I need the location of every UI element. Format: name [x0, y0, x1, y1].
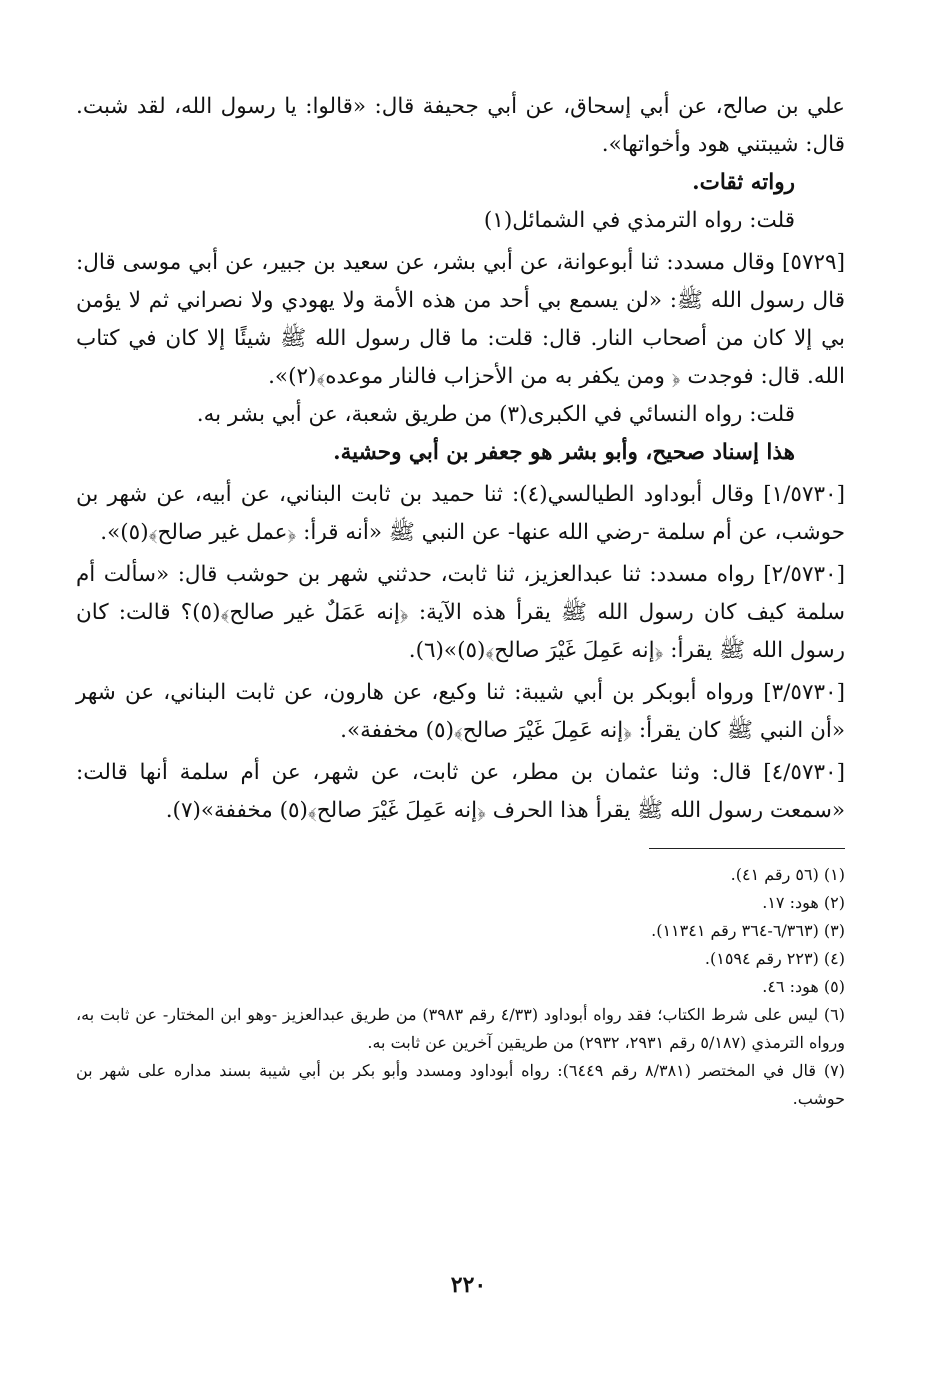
footnote-2: (٢) هود: ١٧. — [762, 893, 845, 912]
footnotes — [76, 861, 845, 1113]
hadith-5729: [٥٧٢٩] وقال مسدد: ثنا أبوعوانة، عن أبي بشر، عن سعيد بن جبير، عن أبي موسى قال: قال رسول الله ﷺ: «لن يسمع بي أحد من هذه الأمة ولا يهودي ولا نصراني ثم لا يؤمن بي إلا كان من أصحاب النار. قال: قلت: ما قال رسول الله ﷺ شيئًا إلا كان في كتاب الله. قال: فوجدت ﴿ ومن يكفر به من الأحزاب فالنار موعده﴾(٢)». — [76, 250, 845, 389]
paragraph-narrators-note: رواته ثقات. — [692, 170, 795, 195]
paragraph-isnad-note: هذا إسناد صحيح، وأبو بشر هو جعفر بن أبي وحشية. — [333, 440, 795, 465]
page-number: ٢٢٠ — [450, 1272, 487, 1298]
footnote-1: (١) (٥٦ رقم ٤١). — [730, 865, 845, 884]
hadith-5730-3: [٣/٥٧٣٠] ورواه أبوبكر بن أبي شيبة: ثنا وكيع، عن هارون، عن ثابت البناني، عن شهر «أن النبي ﷺ كان يقرأ: ﴿إنه عَمِلَ غَيْرَ صالح﴾(٥) مخففة». — [76, 680, 845, 743]
footnote-5: (٥) هود: ٤٦. — [762, 977, 845, 996]
hadith-5730-4: [٤/٥٧٣٠] قال: وثنا عثمان بن مطر، عن ثابت، عن شهر، عن أم سلمة أنها قالت: «سمعت رسول الله ﷺ يقرأ هذا الحرف ﴿إنه عَمِلَ غَيْرَ صالح﴾(٥) مخففة»(٧). — [76, 760, 845, 823]
paragraph-continuation: علي بن صالح، عن أبي إسحاق، عن أبي جحيفة قال: «قالوا: يا رسول الله، لقد شبت. قال: شيبتني هود وأخواتها». — [76, 94, 845, 157]
footnote-6: (٦) ليس على شرط الكتاب؛ فقد رواه أبوداود (٤/٣٣ رقم ٣٩٨٣) من طريق عبدالعزيز -وهو ابن المختار- عن ثابت به، ورواه الترمذي (٥/١٨٧ رقم ٢٩٣١، ٢٩٣٢) من طريقين آخرين عن ثابت به. — [76, 1005, 846, 1052]
footnote-4: (٤) (٢٢٣ رقم ١٥٩٤). — [704, 949, 845, 968]
footnote-7: (٧) قال في المختصر (٨/٣٨١ رقم ٦٤٤٩): رواه أبوداود ومسدد وأبو بكر بن أبي شيبة بسند مداره على شهر بن حوشب. — [76, 1061, 846, 1108]
paragraph-shamail-note: قلت: رواه الترمذي في الشمائل(١) — [483, 208, 795, 233]
footnote-3: (٣) (٦/٣٦٣-٣٦٤ رقم ١١٣٤١). — [651, 921, 845, 940]
hadith-5730-1: [١/٥٧٣٠] وقال أبوداود الطيالسي(٤): ثنا حميد بن ثابت البناني، عن أبيه، عن شهر بن حوشب، عن أم سلمة -رضي الله عنها- عن النبي ﷺ «أنه قرأ: ﴿عمل غير صالح﴾(٥)». — [76, 482, 845, 545]
footnote-divider — [649, 848, 845, 849]
hadith-5730-2: [٢/٥٧٣٠] رواه مسدد: ثنا عبدالعزيز، ثنا ثابت، حدثني شهر بن حوشب قال: «سألت أم سلمة كيف كان رسول الله ﷺ يقرأ هذه الآية: ﴿إنه عَمَلٌ غير صالح﴾(٥)؟ قالت: كان رسول الله ﷺ يقرأ: ﴿إنه عَمِلَ غَيْرَ صالح﴾(٥)»(٦). — [76, 562, 845, 663]
paragraph-nasai-note: قلت: رواه النسائي في الكبرى(٣) من طريق شعبة، عن أبي بشر به. — [196, 402, 795, 427]
